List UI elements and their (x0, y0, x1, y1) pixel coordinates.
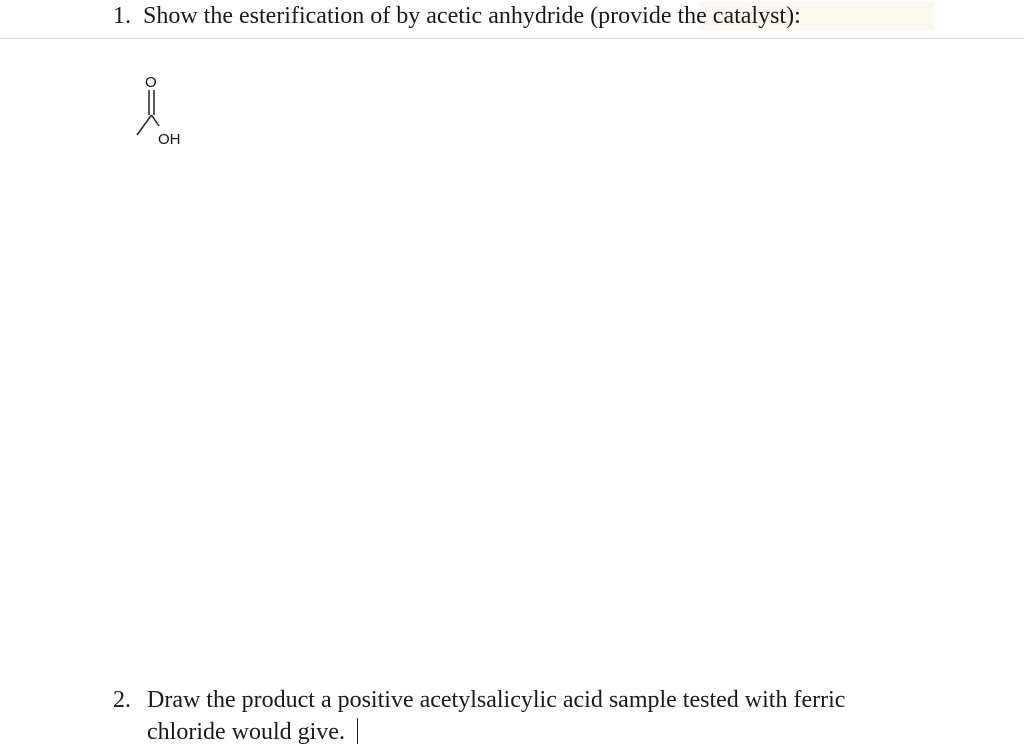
text-cursor[interactable] (357, 718, 358, 744)
question-2 (113, 684, 845, 748)
question-1-text: Show the esterification of by acetic anhydride (provide the catalyst): (143, 2, 801, 29)
acetic-acid-structure (134, 72, 204, 154)
question-2-text-line1: Draw the product a positive acetylsalicylic acid sample tested with ferric (147, 687, 846, 713)
question-1 (113, 0, 801, 32)
hydroxyl-label: OH (158, 131, 181, 148)
question-2-text-line2: chloride would give. (147, 719, 345, 745)
hydroxyl-bond (152, 115, 160, 126)
question-2-number: 2. (113, 687, 131, 713)
carbonyl-oxygen-label: O (145, 74, 157, 91)
divider (0, 38, 1024, 39)
methyl-bond (137, 115, 152, 135)
question-1-number: 1. (113, 2, 131, 29)
